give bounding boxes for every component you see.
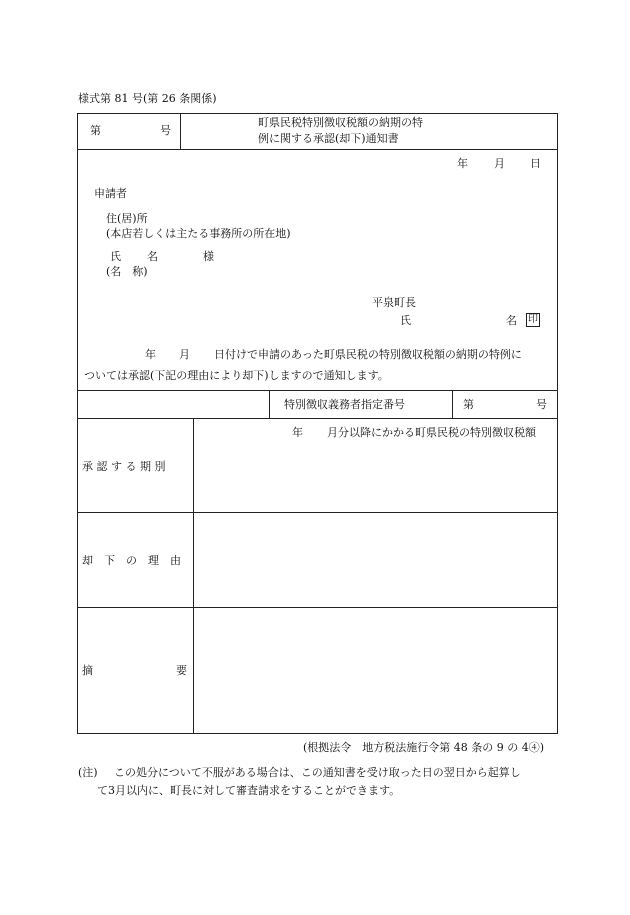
legal-basis: (根拠法令 地方税法施行令第 48 条の 9 の 4④): [303, 741, 545, 754]
document-title-line2: 例に関する承認(却下)通知書: [258, 132, 399, 145]
seal-char: 印: [528, 314, 538, 325]
seal-box: [526, 313, 540, 327]
body-year: 年: [145, 348, 156, 361]
approval-period-text: 月分以降にかかる町県民税の特別徴収税額: [327, 426, 536, 439]
honorific-sama: 様: [203, 250, 214, 263]
body-bottom-line: [77, 390, 558, 391]
body-month: 月: [179, 348, 190, 361]
designation-left-divider: [269, 390, 270, 419]
designation-right-divider: [452, 390, 453, 419]
designation-label: 特別徴収義務者指定番号: [284, 398, 405, 411]
date-day: 日: [530, 157, 541, 170]
form-number: 様式第 81 号(第 26 条関係): [78, 92, 217, 105]
note-line2: て3月以内に、町長に対して審査請求をすることができます。: [97, 784, 401, 797]
applicant-label: 申請者: [94, 187, 127, 200]
designation-dai: 第: [463, 398, 474, 411]
note-line1: この処分について不服がある場合は、この通知書を受け取った日の翌日から起算し: [114, 766, 521, 779]
header-bottom-line: [77, 149, 558, 150]
issuer-name-label-2: 名: [506, 314, 517, 327]
approval-period-label: 承 認 す る 期 別: [82, 460, 166, 473]
name-note: (名 称): [106, 265, 148, 278]
approval-period-year: 年: [292, 426, 303, 439]
issuer-name-label-1: 氏: [400, 314, 411, 327]
name-label-1: 氏: [110, 250, 121, 263]
designation-bottom-line: [77, 418, 558, 419]
summary-label-2: 要: [176, 664, 187, 677]
label-column-divider: [193, 418, 194, 734]
rejection-reason-label: 却 下 の 理 由: [82, 554, 181, 567]
issuer-title: 平泉町長: [372, 296, 416, 309]
number-dai: 第: [90, 124, 101, 137]
row1-bottom-line: [77, 512, 558, 513]
row2-bottom-line: [77, 607, 558, 608]
designation-go: 号: [536, 398, 547, 411]
date-month: 月: [494, 157, 505, 170]
note-prefix: (注): [78, 766, 98, 779]
address-note: (本店若しくは主たる事務所の所在地): [106, 227, 291, 240]
date-year: 年: [457, 157, 468, 170]
table-border-left: [77, 113, 78, 734]
body-line1-rest: 日付けで申請のあった町県民税の特別徴収税額の納期の特例に: [214, 348, 522, 361]
table-border-bottom: [77, 733, 558, 734]
address-label: 住(居)所: [106, 212, 148, 225]
name-label-2: 名: [147, 250, 158, 263]
body-line2: ついては承認(下記の理由により却下)しますので通知します。: [84, 369, 389, 382]
document-title-line1: 町県民税特別徴収税額の納期の特: [258, 116, 423, 129]
table-border-top: [77, 113, 558, 114]
summary-label-1: 摘: [82, 664, 93, 677]
header-divider: [180, 113, 181, 150]
number-go: 号: [160, 124, 171, 137]
table-border-right: [557, 113, 558, 734]
